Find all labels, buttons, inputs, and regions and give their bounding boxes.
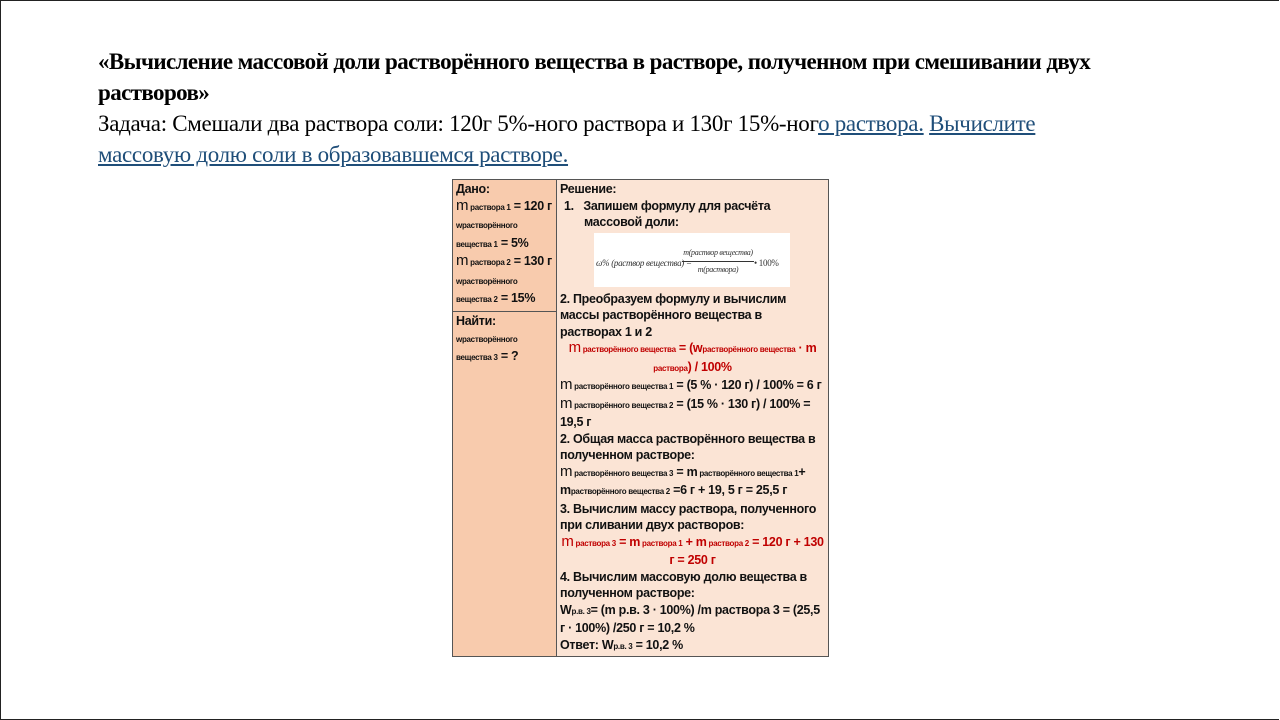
task-link-2[interactable]: Вычислите массовую долю соли в образовавшемся растворе. (98, 111, 1036, 167)
given-m1: m раствора 1 = 120 г (456, 196, 552, 214)
solution-step-3: 2. Общая масса растворённого вещества в полученном растворе: (560, 431, 816, 462)
solution-step-2: 2. Преобразуем формулу и вычислим массы растворённого вещества в растворах 1 и 2 (560, 291, 787, 339)
solution-step-4: 3. Вычислим массу раствора, полученного при сливании двух растворов: (560, 501, 817, 532)
find-w3: wрастворённого вещества 3 = ? (456, 334, 519, 363)
red-formula-2: m раствора 3 = m раствора 1 + m раствора 2 = 120 г + 130 г = 250 г (561, 532, 824, 567)
solution-header: Решение: (560, 182, 617, 196)
mass-fraction-formula: ω% (раствор вещества) = m(раствор вещества) m(раствора) • 100% (594, 233, 790, 287)
calc-fraction-3: Wр.в. 3= (m р.в. 3 · 100%) /m раствора 3 = (25,5 г · 100%) /250 г = 10,2 % (560, 602, 820, 635)
task-prefix: Задача: Смешали два раствора соли: 120г 5%-ного раствора и 130г 15%-ног (98, 111, 819, 136)
solution-step-1: 1. Запишем формулу для расчёта массовой доли: (564, 198, 771, 229)
calc-mass-3: m растворённого вещества 3 = m растворённого вещества 1+ mрастворённого вещества 2 =6 г + 19, 5 г = 25,5 г (560, 462, 806, 497)
find-cell (453, 312, 557, 657)
solution-step-5: 4. Вычислим массовую долю вещества в полученном растворе: (560, 569, 807, 600)
task-link-1[interactable]: о раствора. (818, 111, 924, 136)
solution-cell (557, 180, 829, 657)
given-cell (453, 180, 557, 312)
given-m2: m раствора 2 = 130 г (456, 252, 552, 269)
answer: Ответ: Wр.в. 3 = 10,2 % (560, 637, 683, 652)
calc-mass-1: m растворённого вещества 1 = (5 % · 120 г) / 100% = 6 г (560, 376, 822, 393)
given-w1: wрастворённого вещества 1 = 5% (456, 221, 529, 250)
task-text (98, 108, 1118, 170)
slide-header (98, 46, 1118, 170)
given-header: Дано: (456, 182, 490, 196)
solution-table (452, 179, 829, 657)
slide-title: «Вычисление массовой доли растворённого вещества в растворе, полученном при смешивании двух растворов» (98, 49, 1091, 105)
red-formula-1: m растворённого вещества = (wрастворённого вещества · m раствора) / 100% (568, 339, 817, 374)
given-w2: wрастворённого вещества 2 = 15% (456, 276, 536, 305)
calc-mass-2: m растворённого вещества 2 = (15 % · 130 г) / 100% = 19,5 г (560, 394, 811, 429)
find-header: Найти: (456, 314, 496, 328)
